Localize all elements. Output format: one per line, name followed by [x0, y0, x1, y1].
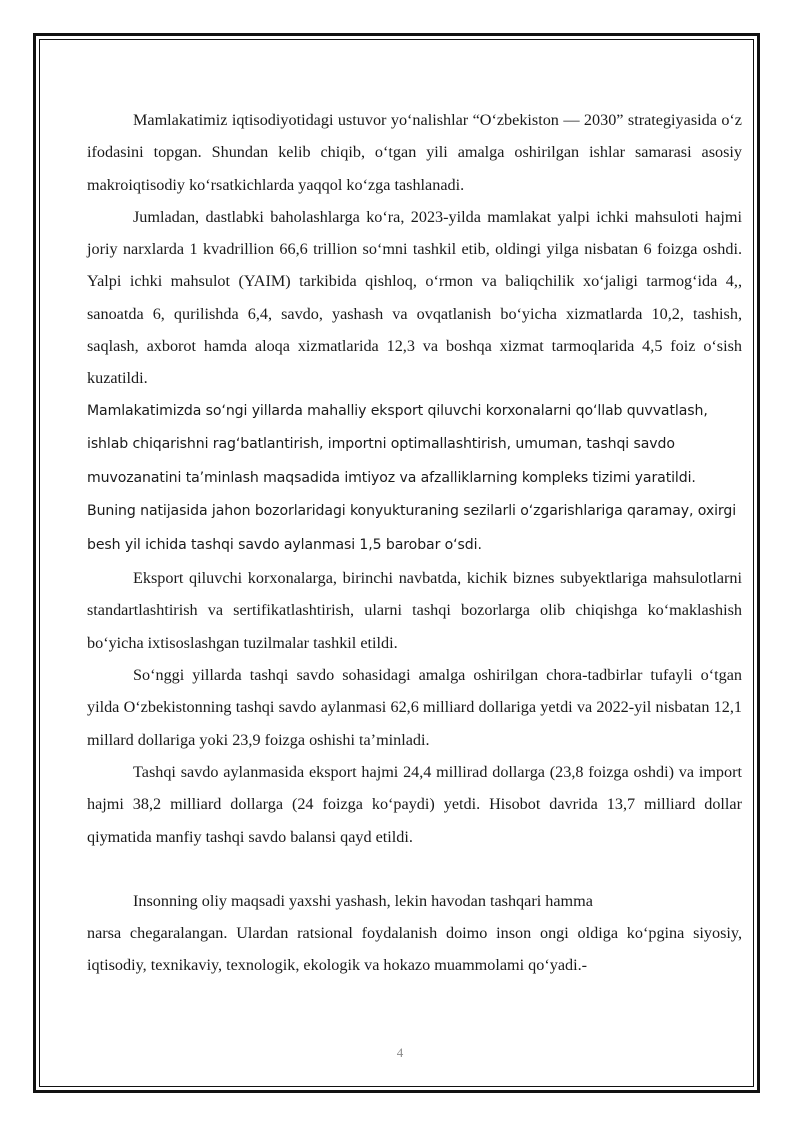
paragraph-trade-turnover: So‘nggi yillarda tashqi savdo sohasidagi amalga oshirilgan chora-tadbirlar tufayli o‘tgan yilda O‘zbekistonning tashqi savdo aylanmasi 62,6 milliard dollariga yetdi va 2022-yil nisbatan 12,1 millard dollariga yoki 23,9 foizga oshishi ta’minladi.	[87, 666, 742, 749]
paragraph-gdp: Jumladan, dastlabki baholashlarga ko‘ra, 2023-yilda mamlakat yalpi ichki mahsuloti hajmi joriy narxlarda 1 kvadrillion 66,6 trillion so‘mni tashkil etib, oldingi yilga nisbatan 6 foizga oshdi. Yalpi ichki mahsulot (YAIM) tarkibida qishloq, o‘rmon va baliqchilik xo‘jaligi tarmog‘ida 4,, sanoatda 6, qurilishda 6,4, savdo, yashash va ovqatlanish bo‘yicha xizmatlarda 10,2, tashish, saqlash, axborot hamda aloqa xizmatlarida 12,3 va boshqa xizmat tarmoqlarida 4,5 foiz o‘sish kuzatildi.	[87, 207, 742, 388]
paragraph-human-goal: Insonning oliy maqsadi yaxshi yashash, lekin havodan tashqari hamma	[133, 891, 593, 910]
paragraph-resources: narsa chegaralangan. Ulardan ratsional foydalanish doimo inson ongi oldiga ko‘pgina siyosiy, iqtisodiy, texnikaviy, texnologik, ekologik va hokazo muammolami qo‘yadi.-	[87, 924, 742, 975]
paragraph-gap	[87, 853, 742, 885]
paragraph-strategy: Mamlakatimiz iqtisodiyotidagi ustuvor yo‘nalishlar “O‘zbekiston — 2030” strategiyasida o‘z ifodasini topgan. Shundan kelib chiqib, o‘tgan yili amalga oshirilgan ishlar samarasi asosiy makroiqtisodiy ko‘rsatkichlarda yaqqol ko‘zga tashlanadi.	[87, 111, 742, 194]
paragraph-export-import: Tashqi savdo aylanmasida eksport hajmi 24,4 millirad dollarga (23,8 foizga oshdi) va import hajmi 38,2 milliard dollarga (24 foizga ko‘paydi) yetdi. Hisobot davrida 13,7 milliard dollar qiymatida manfiy tashqi savdo balansi qayd etildi.	[87, 762, 742, 846]
paragraph-export-companies: Eksport qiluvchi korxonalarga, birinchi navbatda, kichik biznes subyektlariga mahsulotlarni standartlashtirish va sertifikatlashtirish, ularni tashqi bozorlarga olib chiqishga ko‘maklashish bo‘yicha ixtisoslashgan tuzilmalar tashkil etildi.	[87, 569, 742, 652]
document-body	[87, 104, 742, 982]
paragraph-export-support: Mamlakatimizda so‘ngi yillarda mahalliy eksport qiluvchi korxonalarni qo‘llab quvvatlash, ishlab chiqarishni rag‘batlantirish, importni optimallashtirish, umuman, tashqi savdo muvozanatini ta’minlash maqsadida imtiyoz va afzalliklarning kompleks tizimi yaratildi. Buning natijasida jahon bozorlaridagi konyukturaning sezilarli o‘zgarishlariga qaramay, oxirgi besh yil ichida tashqi savdo aylanmasi 1,5 barobar o‘sdi.	[87, 402, 737, 553]
page-number: 4	[396, 1045, 404, 1060]
